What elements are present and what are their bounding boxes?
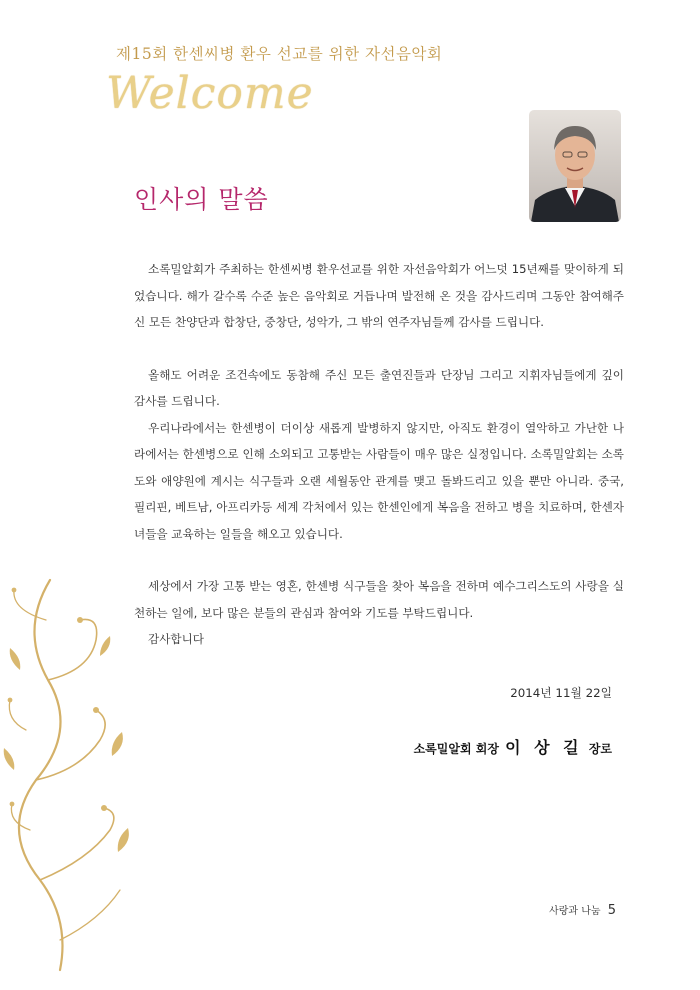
paragraph: 감사합니다 [148,632,204,646]
portrait-photo [529,110,621,222]
paragraph: 올해도 어려운 조건속에도 동참해 주신 모든 출연진들과 단장님 그리고 지휘자님들에게 깊이 감사를 드립니다. [134,367,624,408]
signature-title: 장로 [588,742,612,756]
page-title: 인사의 말씀 [134,185,269,214]
letter-date: 2014년 11월 22일 [510,686,612,700]
paragraph: 소록밀알회가 주최하는 한센씨병 환우선교를 위한 자선음악회가 어느덧 15년째를 맞이하게 되었습니다. 해가 갈수록 수준 높은 음악회로 거듭나며 발전해 온 것을 감사드리며 그동안 참여해주신 모든 찬양단과 합창단, 중창단, 성악가, 그 밖의 연주자님들께 감사를 드립니다. [134,262,624,329]
paragraph: 세상에서 가장 고통 받는 영혼, 한센병 식구들을 찾아 복음을 전하며 예수그리스도의 사랑을 실천하는 일에, 보다 많은 분들의 관심과 참여와 기도를 부탁드립니다. [134,579,624,620]
greeting-body [134,256,624,653]
paragraph-gap [134,547,624,573]
welcome-script-heading: Welcome [106,68,314,119]
paragraph-gap [134,336,624,362]
signature-name: 이 상 길 [505,738,583,757]
signature [414,735,612,758]
signature-org: 소록밀알회 회장 [413,742,499,756]
gold-swirl-ornament [0,560,140,980]
page-number: 5 [607,903,616,918]
page-footer [549,902,616,918]
concert-subtitle: 제15회 한센씨병 환우 선교를 위한 자선음악회 [116,45,443,63]
paragraph: 우리나라에서는 한센병이 더이상 새롭게 발병하지 않지만, 아직도 환경이 열악하고 가난한 나라에서는 한센병으로 인해 소외되고 고통받는 사람들이 매우 많은 실정입니다. 소록밀알회는 소록도와 애양원에 계시는 식구들과 오랜 세월동안 관계를 맺고 돌봐드리고 있을 뿐만 아니라. 중국, 필리핀, 베트남, 아프리카등 세계 각처에서 있는 한센인에게 복음을 전하고 병을 치료하며, 한센자녀들을 교육하는 일들을 해오고 있습니다. [134,420,624,541]
footer-label: 사랑과 나눔 [549,906,601,917]
